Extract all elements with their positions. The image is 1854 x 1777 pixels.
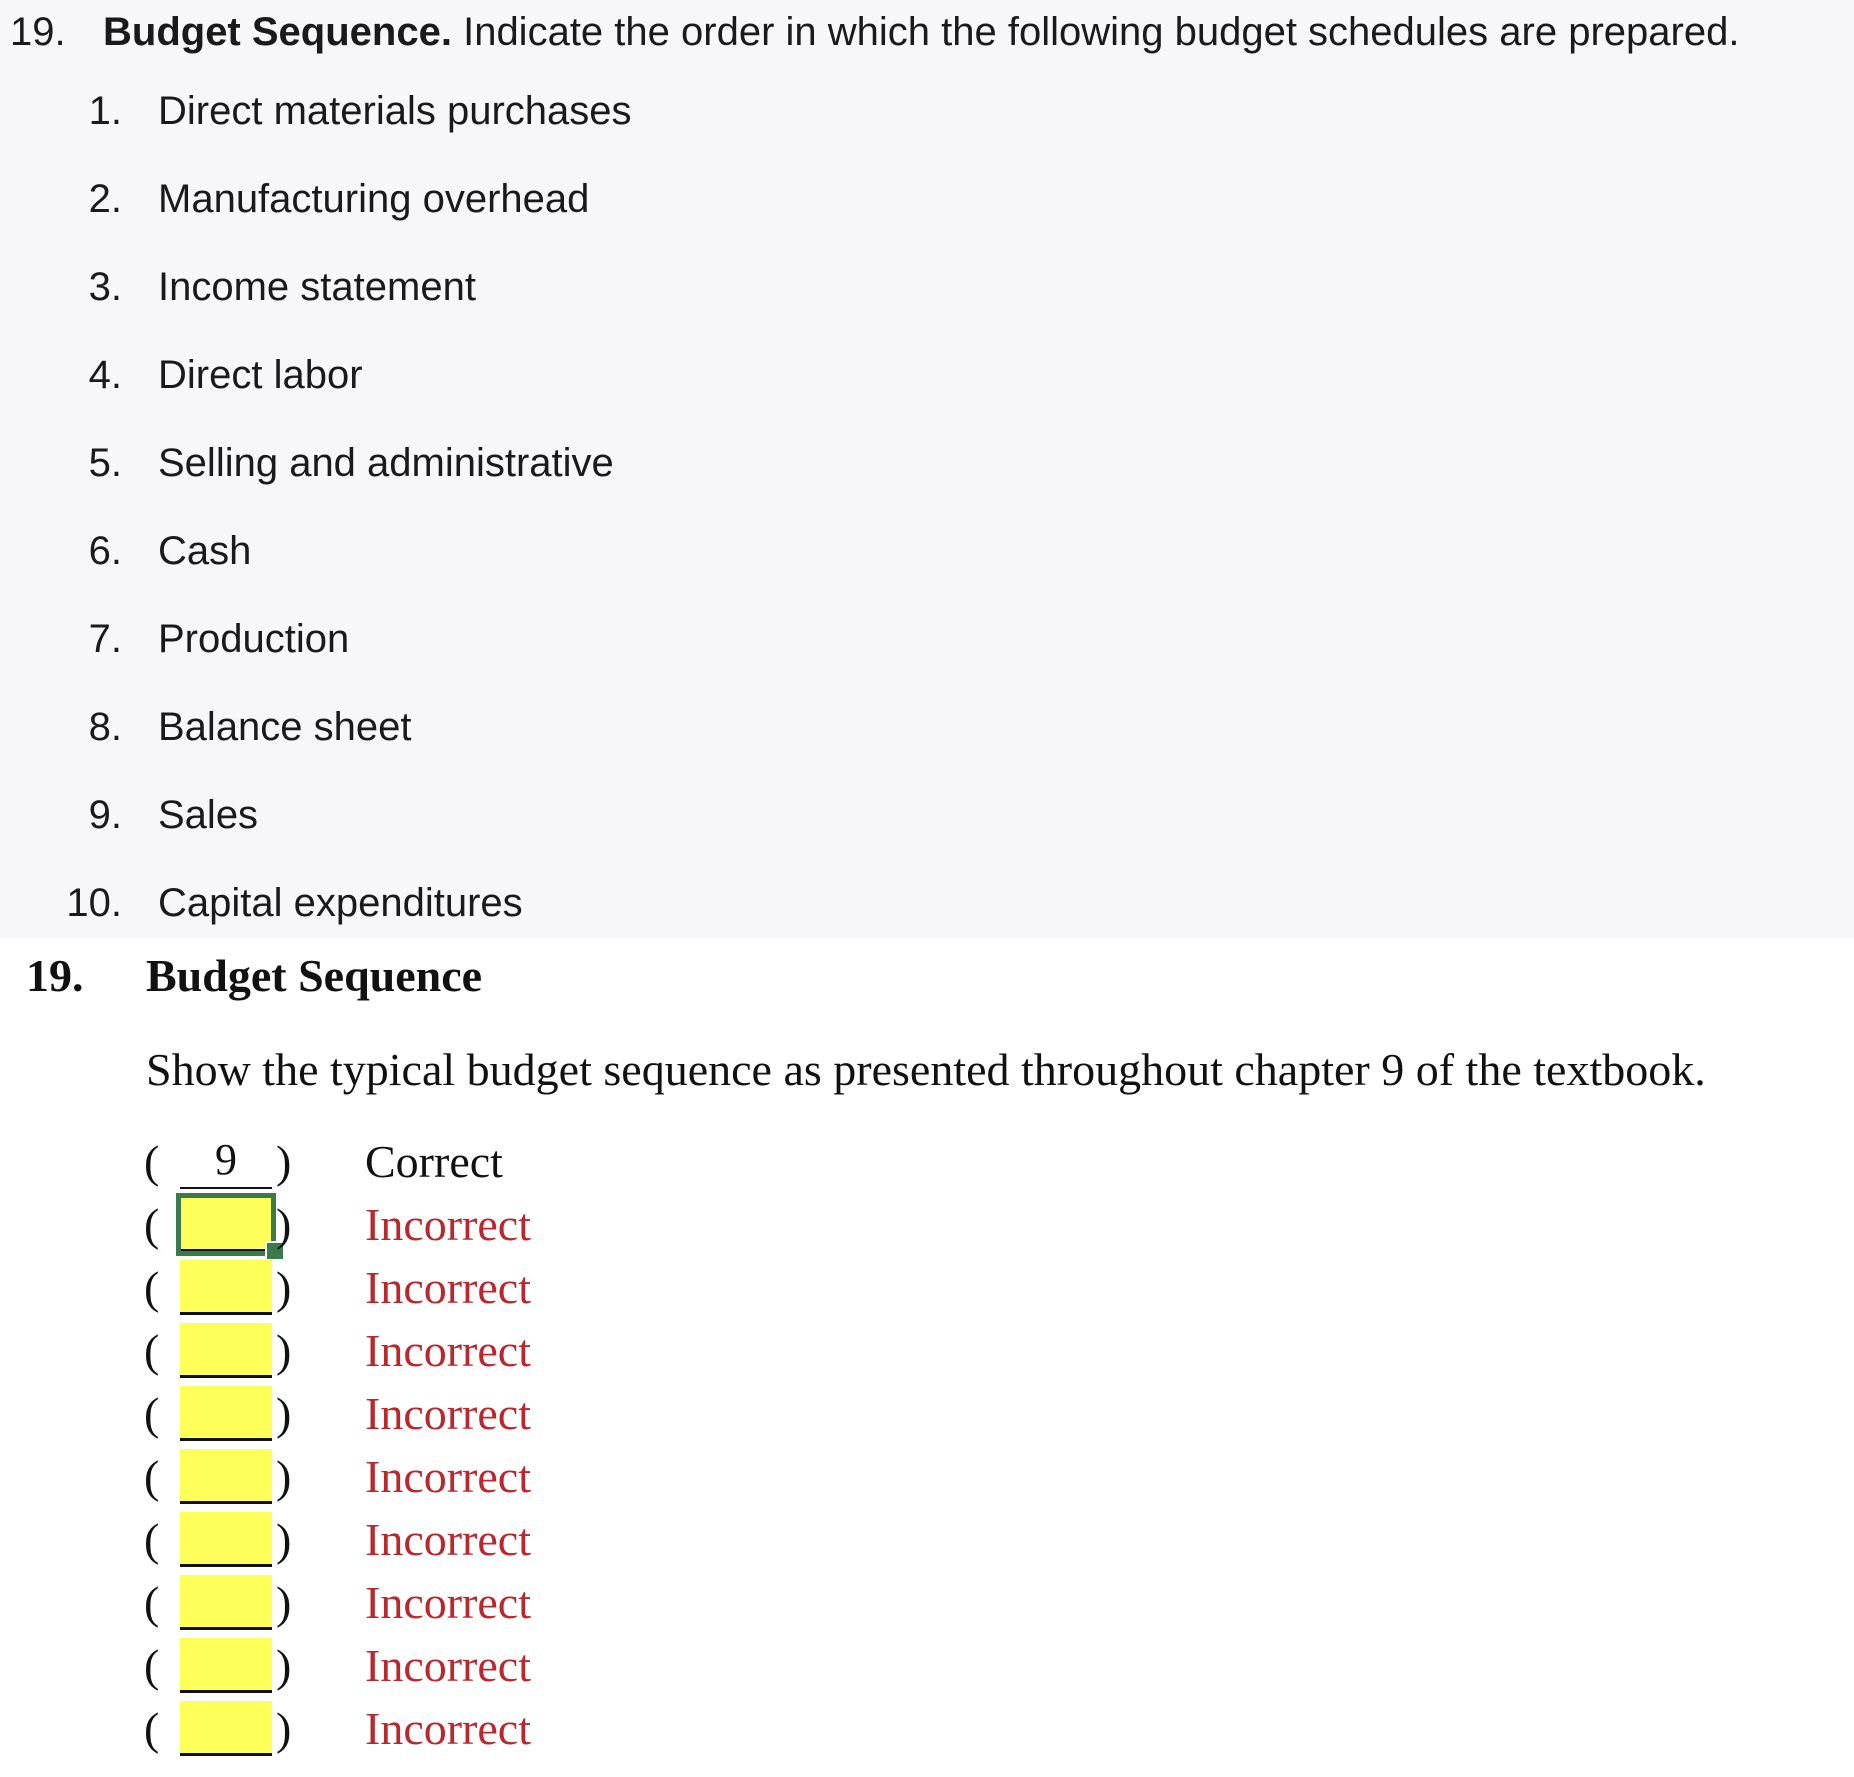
schedule-number: 8. (88, 705, 122, 749)
answer-cell[interactable] (180, 1701, 272, 1756)
close-paren: ) (276, 1640, 292, 1691)
open-paren: ( (144, 1325, 160, 1376)
open-paren: ( (144, 1577, 160, 1628)
answer-row (0, 1319, 700, 1382)
close-paren: ) (276, 1514, 292, 1565)
answer-cell[interactable] (180, 1449, 272, 1504)
schedule-label: Production (158, 617, 350, 661)
question-number: 19. (10, 10, 66, 54)
answer-row (0, 1193, 700, 1256)
worksheet-title: Budget Sequence (146, 950, 483, 1001)
question-title: Budget Sequence. (103, 10, 452, 54)
question-prompt: Indicate the order in which the following budget schedules are prepared. (463, 10, 1740, 54)
answer-cell[interactable] (180, 1386, 272, 1441)
answer-status: Incorrect (365, 1262, 531, 1313)
answer-status: Incorrect (365, 1388, 531, 1439)
schedule-label: Sales (158, 793, 259, 837)
answer-status: Incorrect (365, 1577, 531, 1628)
answer-row (0, 1571, 700, 1634)
schedule-number: 10. (66, 881, 122, 925)
close-paren: ) (276, 1325, 292, 1376)
answer-cell[interactable] (180, 1323, 272, 1378)
schedule-number: 6. (88, 529, 122, 573)
answer-cell[interactable] (180, 1638, 272, 1693)
close-paren: ) (276, 1262, 292, 1313)
schedule-label: Selling and administrative (158, 441, 614, 485)
answer-row (0, 1508, 700, 1571)
close-paren: ) (276, 1703, 292, 1754)
worksheet-number: 19. (26, 950, 84, 1001)
schedule-number: 5. (88, 441, 122, 485)
answer-status: Incorrect (365, 1199, 531, 1250)
answer-status: Incorrect (365, 1640, 531, 1691)
close-paren: ) (276, 1388, 292, 1439)
schedule-number: 9. (88, 793, 122, 837)
close-paren: ) (276, 1199, 292, 1250)
answer-cell[interactable] (180, 1512, 272, 1567)
schedule-label: Direct labor (158, 353, 363, 397)
open-paren: ( (144, 1514, 160, 1565)
open-paren: ( (144, 1451, 160, 1502)
answer-status: Correct (365, 1136, 503, 1187)
answer-cell[interactable] (180, 1260, 272, 1315)
open-paren: ( (144, 1640, 160, 1691)
answer-row (0, 1697, 700, 1760)
schedule-number: 3. (88, 265, 122, 309)
answer-status: Incorrect (365, 1325, 531, 1376)
close-paren: ) (276, 1451, 292, 1502)
answer-row (0, 1382, 700, 1445)
answer-cell[interactable] (180, 1575, 272, 1630)
close-paren: ) (276, 1136, 292, 1187)
answer-row (0, 1130, 700, 1193)
answer-status: Incorrect (365, 1514, 531, 1565)
open-paren: ( (144, 1388, 160, 1439)
schedule-label: Cash (158, 529, 252, 573)
schedule-number: 1. (88, 89, 122, 133)
question-text (103, 8, 1739, 56)
schedule-label: Balance sheet (158, 705, 412, 749)
open-paren: ( (144, 1703, 160, 1754)
schedule-label: Capital expenditures (158, 881, 523, 925)
open-paren: ( (144, 1136, 160, 1187)
answer-status: Incorrect (365, 1703, 531, 1754)
answer-row (0, 1634, 700, 1697)
answer-row (0, 1445, 700, 1508)
open-paren: ( (144, 1262, 160, 1313)
answer-row (0, 1256, 700, 1319)
schedule-number: 2. (88, 177, 122, 221)
open-paren: ( (144, 1199, 160, 1250)
worksheet-instruction: Show the typical budget sequence as presented throughout chapter 9 of the textbook. (146, 1044, 1706, 1095)
schedule-label: Manufacturing overhead (158, 177, 590, 221)
schedule-number: 4. (88, 353, 122, 397)
answer-cell[interactable] (180, 1197, 272, 1252)
schedule-label: Income statement (158, 265, 476, 309)
schedule-number: 7. (88, 617, 122, 661)
close-paren: ) (276, 1577, 292, 1628)
answer-cell[interactable] (180, 1134, 272, 1189)
schedule-label: Direct materials purchases (158, 89, 632, 133)
answer-value: 9 (215, 1135, 237, 1184)
answer-status: Incorrect (365, 1451, 531, 1502)
